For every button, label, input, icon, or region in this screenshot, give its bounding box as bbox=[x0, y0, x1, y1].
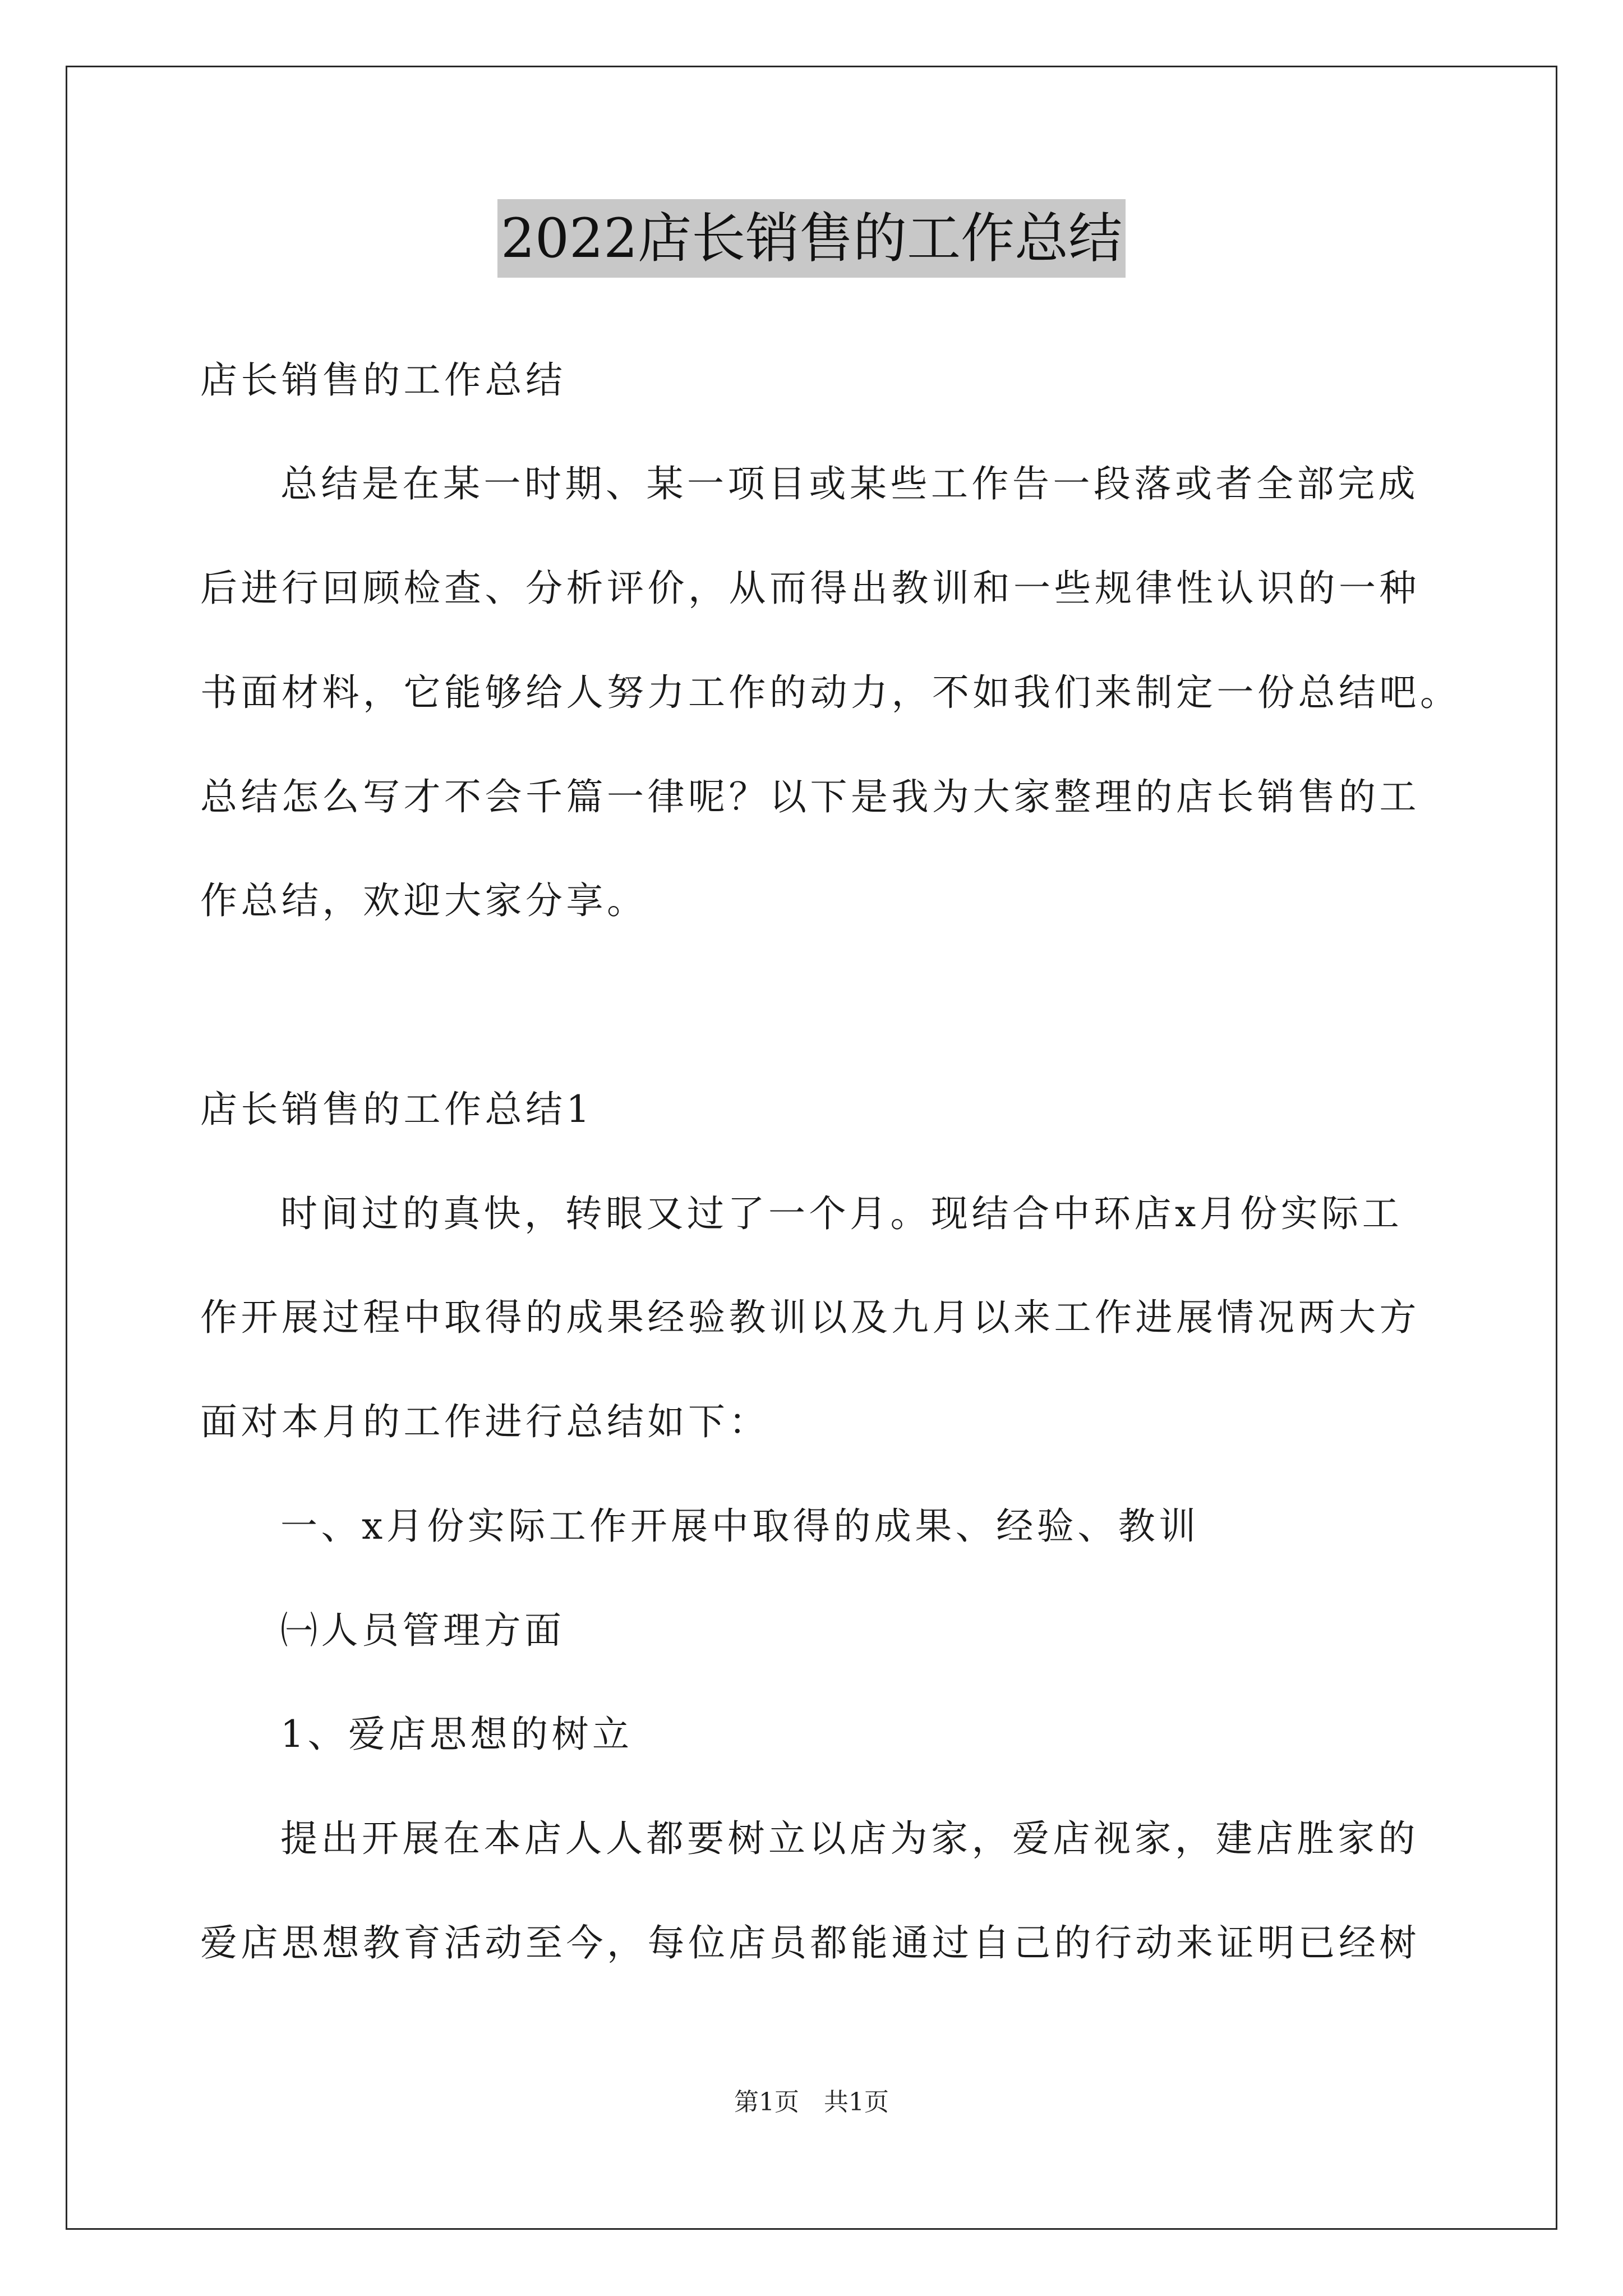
page-total: 共1页 bbox=[824, 2088, 889, 2116]
paragraph-line: 书面材料，它能够给人努力工作的动力，不如我们来制定一份总结吧。 bbox=[200, 671, 1461, 714]
section-heading: 店长销售的工作总结 bbox=[200, 358, 566, 402]
subheading: ㈠人员管理方面 bbox=[280, 1609, 565, 1652]
document-title: 2022店长销售的工作总结 bbox=[497, 199, 1126, 278]
paragraph-line: 提出开展在本店人人都要树立以店为家，爱店视家，建店胜家的 bbox=[280, 1817, 1419, 1860]
section-heading: 店长销售的工作总结1 bbox=[200, 1088, 593, 1131]
paragraph-line: 面对本月的工作进行总结如下： bbox=[200, 1400, 769, 1443]
paragraph-line: 总结怎么写才不会千篇一律呢？以下是我为大家整理的店长销售的工 bbox=[200, 775, 1420, 818]
page-number: 第1页 bbox=[734, 2088, 799, 2116]
paragraph-line: 时间过的真快，转眼又过了一个月。现结合中环店x月份实际工 bbox=[280, 1192, 1403, 1235]
paragraph-line: 作开展过程中取得的成果经验教训以及九月以来工作进展情况两大方 bbox=[200, 1296, 1420, 1339]
paragraph-line: 总结是在某一时期、某一项目或某些工作告一段落或者全部完成 bbox=[280, 462, 1419, 505]
paragraph-line: 作总结，欢迎大家分享。 bbox=[200, 879, 648, 922]
subheading: 1、爱店思想的树立 bbox=[280, 1713, 633, 1756]
subheading: 一、x月份实际工作开展中取得的成果、经验、教训 bbox=[280, 1504, 1200, 1548]
page-footer bbox=[0, 2086, 1623, 2119]
paragraph-line: 后进行回顾检查、分析评价，从而得出教训和一些规律性认识的一种 bbox=[200, 567, 1420, 610]
paragraph-line: 爱店思想教育活动至今，每位店员都能通过自己的行动来证明已经树 bbox=[200, 1921, 1420, 1964]
title-container bbox=[0, 199, 1623, 278]
